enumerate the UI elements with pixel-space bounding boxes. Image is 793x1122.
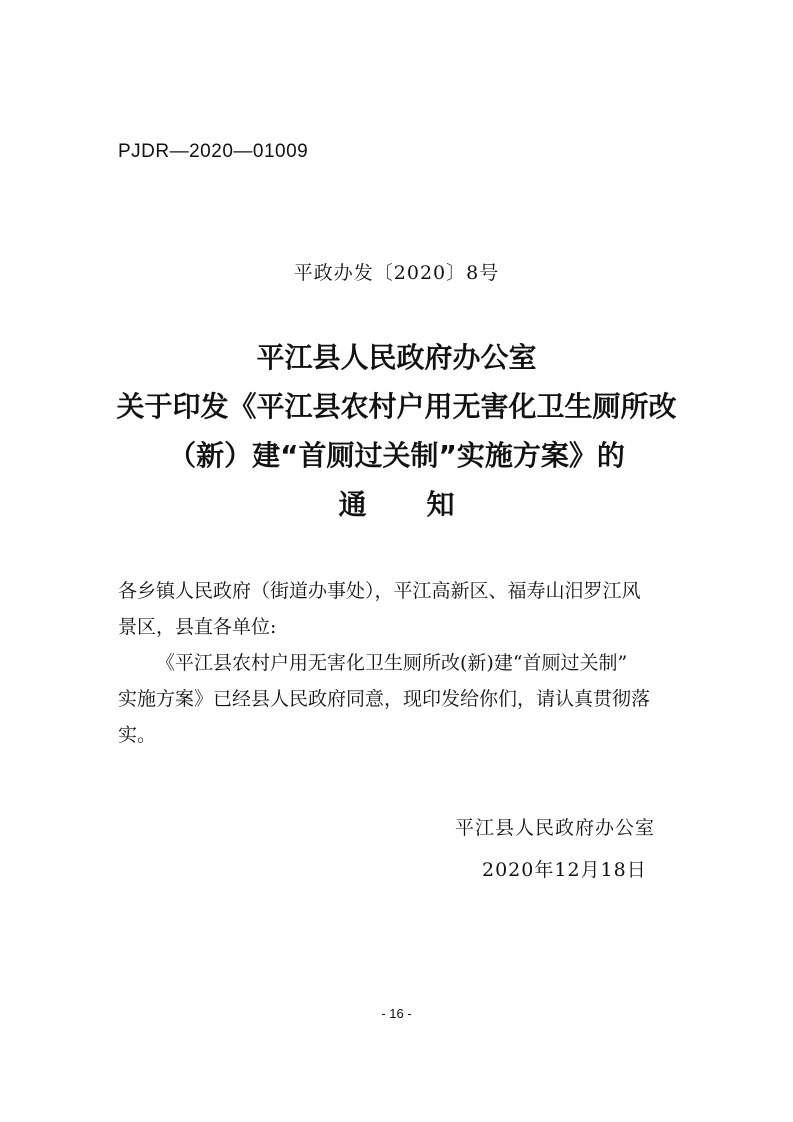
title-line-1: 平江县人民政府办公室 <box>256 341 537 374</box>
document-title <box>0 333 793 529</box>
body-line-2: 实施方案》已经县人民政府同意，现印发给你们，请认真贯彻落 <box>118 688 651 710</box>
body-line-3: 实。 <box>118 724 157 746</box>
title-line-2: 关于印发《平江县农村户用无害化卫生厕所改 <box>116 390 677 423</box>
body-line-1: 《平江县农村户用无害化卫生厕所改(新)建“首厕过关制” <box>156 652 628 674</box>
signature-date: 2020年12月18日 <box>482 859 647 881</box>
addressee-line-1: 各乡镇人民政府（街道办事处），平江高新区、福寿山汨罗江风 <box>118 580 641 602</box>
title-line-3: （新）建“首厕过关制”实施方案》的 <box>168 439 625 472</box>
document-code: PJDR—2020—01009 <box>118 141 309 162</box>
addressee-line-2: 景区，县直各单位: <box>118 616 277 638</box>
body-paragraph <box>118 645 698 753</box>
addressee <box>118 573 698 645</box>
document-number: 平政办发〔2020〕8号 <box>293 262 500 284</box>
page-number: - 16 - <box>381 1006 412 1021</box>
signature-organization: 平江县人民政府办公室 <box>455 817 656 839</box>
title-line-4: 通知 <box>338 488 515 521</box>
